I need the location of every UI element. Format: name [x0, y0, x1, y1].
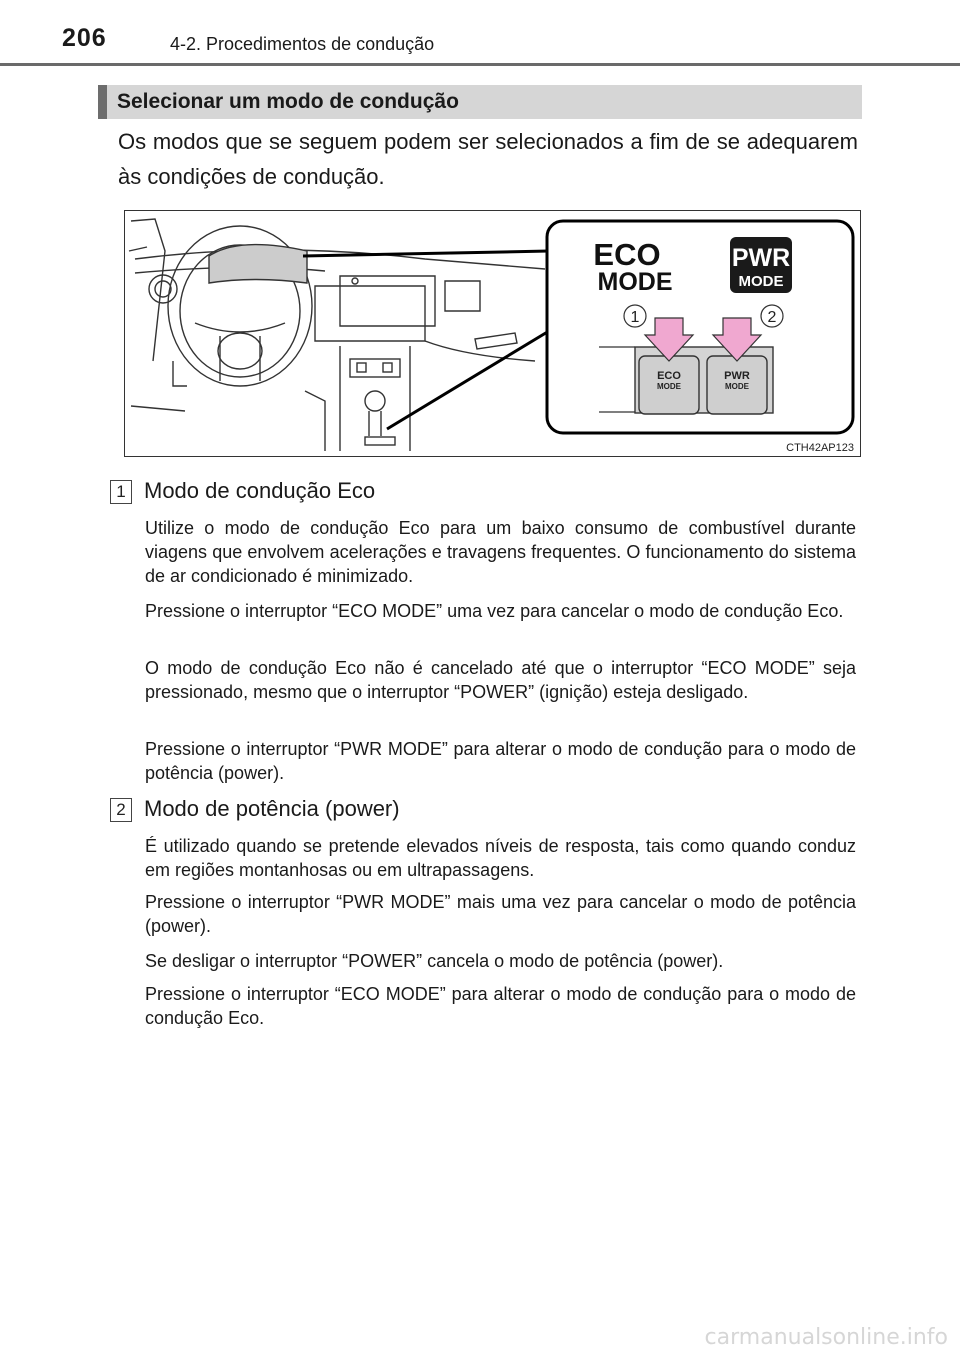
section-path: 4-2. Procedimentos de condução — [170, 34, 435, 54]
item-1-paragraph-3: O modo de condução Eco não é cancelado até que o interruptor “ECO MODE” seja pressionado, mesmo que o interruptor “POWER” (ignição) esteja desligado. — [145, 658, 856, 702]
header-rule — [0, 63, 960, 66]
item-1-paragraph-4: Pressione o interruptor “PWR MODE” para alterar o modo de condução para o modo de potência (power). — [145, 739, 856, 783]
item-1-number: 1 — [110, 480, 132, 504]
pwr-logo-line2: MODE — [738, 273, 784, 290]
section-title-bar — [98, 85, 862, 119]
callout-2: 2 — [767, 309, 777, 326]
leader-line-bottom — [387, 331, 549, 429]
pwr-switch-line1: PWR — [724, 370, 750, 382]
instrument-cluster — [209, 245, 307, 283]
gear-selector — [365, 391, 385, 411]
item-2-paragraph-3: Se desligar o interruptor “POWER” cancela o modo de potência (power). — [145, 951, 724, 971]
item-2-paragraph-1: É utilizado quando se pretende elevados níveis de resposta, tais como quando conduz em regiões montanhosas ou em ultrapassagens. — [145, 836, 856, 880]
item-2-title: Modo de potência (power) — [144, 796, 400, 821]
drive-mode-figure — [124, 210, 861, 457]
a-pillar-line — [131, 219, 165, 361]
pwr-logo-line1: PWR — [731, 244, 791, 272]
page-number: 206 — [62, 24, 107, 52]
item-2-paragraph-2: Pressione o interruptor “PWR MODE” mais uma vez para cancelar o modo de potência (power). — [145, 892, 856, 936]
item-1-paragraph-1: Utilize o modo de condução Eco para um baixo consumo de combustível durante viagens que envolvem acelerações e travagens frequentes. O funcionamento do sistema de ar condicionado é minimizado. — [145, 518, 856, 586]
item-1-paragraph-2: Pressione o interruptor “ECO MODE” uma vez para cancelar o modo de condução Eco. — [145, 601, 844, 621]
intro-paragraph: Os modos que se seguem podem ser selecionados a fim de se adequarem às condições de condução. — [118, 129, 858, 189]
dashboard-illustration — [125, 211, 860, 456]
watermark: carmanualsonline.info — [704, 1325, 948, 1350]
item-2-number: 2 — [110, 798, 132, 822]
eco-switch-line1: ECO — [657, 370, 681, 382]
item-2-paragraph-4: Pressione o interruptor “ECO MODE” para alterar o modo de condução para o modo de condução Eco. — [145, 984, 856, 1028]
section-title: Selecionar um modo de condução — [117, 90, 459, 113]
item-1-title: Modo de condução Eco — [144, 478, 376, 503]
figure-code: CTH42AP123 — [786, 442, 854, 454]
callout-1: 1 — [630, 309, 640, 326]
page-header — [0, 0, 960, 68]
left-vent — [149, 275, 177, 303]
eco-logo-line2: MODE — [597, 268, 673, 296]
eco-switch-line2: MODE — [657, 382, 681, 391]
eco-logo-line1: ECO — [593, 237, 661, 272]
pwr-switch-line2: MODE — [725, 382, 749, 391]
